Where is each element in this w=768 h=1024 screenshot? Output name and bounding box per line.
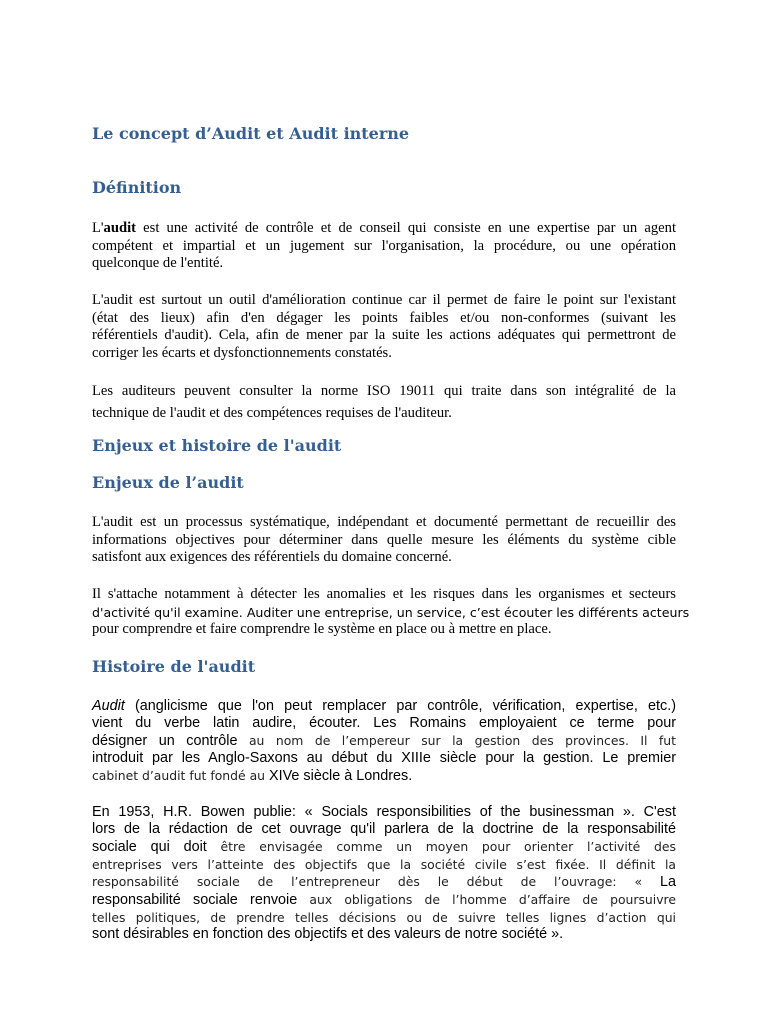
paragraph-enjeux-1 (92, 514, 676, 567)
text-line: L'audit est un processus systématique, indépendant et documenté permettant de recueillir des (92, 514, 676, 530)
text-line: corriger les écarts et dysfonctionnements constatés. (92, 344, 392, 361)
italic-term-audit: Audit (92, 698, 125, 714)
text-line: L'audit est une activité de contrôle et de conseil qui consiste en une expertise par un agent (92, 220, 676, 236)
paragraph-definition-3 (92, 380, 676, 424)
text-line: sociale qui doit être envisagée comme un moyen pour orienter l’activité des (92, 839, 676, 855)
paragraph-histoire-1 (92, 698, 676, 785)
text-line: lors de la rédaction de cet ouvrage qu'il parlera de la doctrine de la responsabilité (92, 821, 676, 837)
text-line: responsabilité sociale de l’entrepreneur dès le début de l’ouvrage: « La (92, 874, 677, 890)
text-line: sont désirables en fonction des objectifs et des valeurs de notre société ». (92, 926, 564, 942)
text-line: En 1953, H.R. Bowen publie: « Socials responsibilities of the businessman ». C'est (92, 804, 676, 820)
heading-enjeux-histoire: Enjeux et histoire de l'audit (92, 436, 342, 455)
paragraph-definition-2 (92, 292, 676, 362)
text-line: désigner un contrôle au nom de l’empereur sur la gestion des provinces. Il fut (92, 733, 676, 749)
text-line: vient du verbe latin audire, écouter. Les Romains employaient ce terme pour (92, 715, 676, 731)
text-line: référentiels d'audit). Cela, afin de mener par la suite les actions adéquates qui permettront de (92, 327, 676, 343)
text-line: technique de l'audit et des compétences requises de l'auditeur. (92, 405, 452, 421)
text-line: informations objectives pour déterminer dans quelle mesure les éléments du système cible (92, 531, 676, 548)
text-line: quelconque de l'entité. (92, 255, 224, 271)
bold-term-audit: audit (103, 220, 136, 236)
paragraph-definition-1 (92, 220, 676, 273)
text-line: Il s'attache notamment à détecter les anomalies et les risques dans les organismes et secteurs (92, 586, 676, 602)
text-line: telles politiques, de prendre telles décisions ou de suivre telles lignes d’action qui (92, 910, 676, 925)
document-title: Le concept d’Audit et Audit interne (92, 124, 410, 143)
text-line: Audit (anglicisme que l'on peut remplacer par contrôle, vérification, expertise, etc.) (92, 698, 676, 714)
text-line: responsabilité sociale renvoie aux obligations de l’homme d’affaire de poursuivre (92, 892, 676, 908)
text-line: (état des lieux) afin d'en dégager les points faibles et/ou non-conformes (suivant les (92, 309, 676, 326)
paragraph-enjeux-2 (92, 586, 690, 639)
text-line: introduit par les Anglo-Saxons au début du XIIIe siècle pour la gestion. Le premier (92, 750, 676, 766)
text-line: Les auditeurs peuvent consulter la norme ISO 19011 qui traite dans son intégralité de la (92, 383, 676, 399)
text-line: L'audit est surtout un outil d'amélioration continue car il permet de faire le point sur l'existant (92, 292, 676, 308)
text-line: pour comprendre et faire comprendre le système en place ou à mettre en place. (92, 621, 552, 637)
text-line: d'activité qu'il examine. Auditer une entreprise, un service, c’est écouter les différents acteurs (92, 604, 690, 620)
text-line: entreprises vers l’atteinte des objectifs que la société civile s’est fixée. Il définit la (92, 857, 676, 872)
text-line: satisfont aux exigences des référentiels du domaine concerné. (92, 549, 452, 565)
heading-definition: Définition (92, 178, 182, 197)
heading-enjeux: Enjeux de l’audit (92, 473, 244, 492)
heading-histoire: Histoire de l'audit (92, 657, 256, 676)
text-line: cabinet d’audit fut fondé au XIVe siècle à Londres. (92, 768, 413, 784)
text-line: compétent et impartial et un jugement sur l'organisation, la procédure, ou une opération (92, 237, 676, 254)
paragraph-histoire-2 (92, 804, 676, 943)
